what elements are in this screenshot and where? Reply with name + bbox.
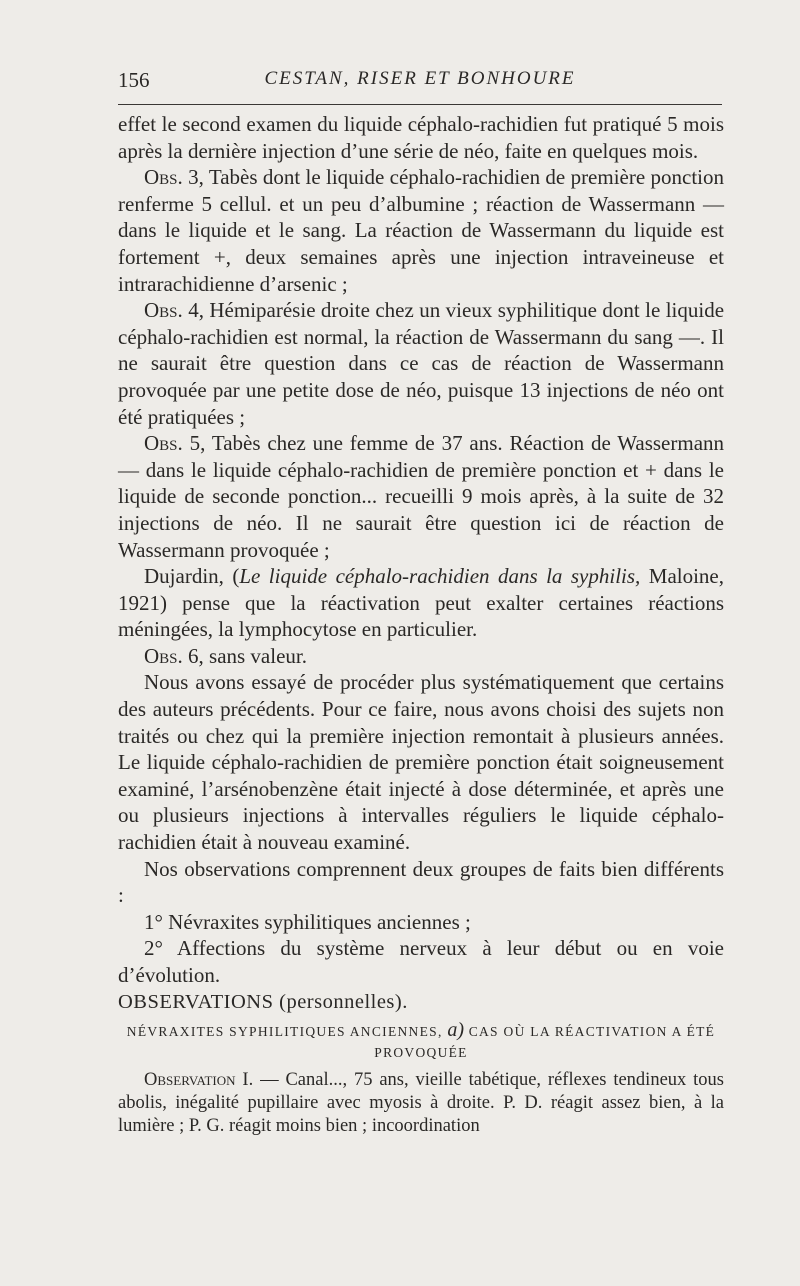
paragraph-obs-6 xyxy=(118,643,724,670)
page-number: 156 xyxy=(118,68,150,92)
citation-author: Dujardin, ( xyxy=(144,564,240,589)
observation-text: — Canal..., 75 ans, vieille tabétique, réflexes tendineux tous abolis, inégalité pupillaire avec myosis à droite. P. D. réagit assez bien, à la lumière ; P. G. réagit moins bien ; incoordination xyxy=(118,1070,724,1137)
subheading-part2: CAS OÙ LA RÉACTIVATION A ÉTÉ PROVOQUÉE xyxy=(374,1024,716,1061)
citation-title: Le liquide céphalo-rachidien dans la syphilis, xyxy=(239,564,641,589)
paragraph: Nos observations comprennent deux groupes de faits bien différents : xyxy=(118,856,724,908)
list-item: 1° Névraxites syphilitiques anciennes ; xyxy=(144,909,471,934)
paragraph-text: sans valeur. xyxy=(209,643,307,668)
obs-label: Obs. 4, xyxy=(144,298,204,323)
paragraph-text: Tabès dont le liquide céphalo-rachidien de première ponction renferme 5 cellul. et un peu d’albumine ; réaction de Wassermann — dans le liquide et le sang. La réaction de Wassermann du liquide est fortement +, deux semaines après une injection intraveineuse et intrarachidienne d’arsenic ; xyxy=(118,165,725,296)
paragraph-text: Hémiparésie droite chez un vieux syphilitique dont le liquide céphalo-rachidien est normal, la réaction de Wassermann du sang —. Il ne saurait être question dans ce cas de réaction de Wassermann provoquée par une petite dose de néo, puisque 13 injections de néo ont été pratiquées ; xyxy=(118,298,725,429)
subheading-part1: NÉVRAXITES SYPHILITIQUES ANCIENNES, xyxy=(126,1024,443,1040)
observation-label: Observation I. xyxy=(144,1070,254,1091)
obs-label: Obs. 3, xyxy=(144,165,204,190)
running-title: CESTAN, RISER ET BONHOURE xyxy=(264,68,576,89)
section-title: OBSERVATIONS (personnelles). xyxy=(118,990,408,1013)
page-header xyxy=(118,68,722,98)
paragraph-obs-3 xyxy=(118,164,724,297)
paragraph-obs-5 xyxy=(118,430,724,563)
list-item: 2° Affections du système nerveux à leur début ou en voie d’évolution. xyxy=(118,936,724,987)
citation-text: Maloine, 1921) pense que la réactivation peut exalter certaines réactions méningées, la lymphocytose en particulier. xyxy=(118,564,724,642)
observation-paragraph xyxy=(118,1069,724,1138)
paragraph: Nous avons essayé de procéder plus systématiquement que certains des auteurs précédents. Pour ce faire, nous avons choisi des sujets non traités ou chez qui la première injection remontait à plusieurs années. Le liquide céphalo-rachidien de première ponction était soigneusement examiné, l’arsénobenzène était injecté à dose déterminée, et après une ou plusieurs injections à intervalles réguliers le liquide céphalo-rachidien était à nouveau examiné. xyxy=(118,670,724,855)
header-rule xyxy=(118,104,722,105)
obs-label: Obs. 5, xyxy=(144,431,206,456)
paragraph-dujardin xyxy=(118,563,724,643)
body-text xyxy=(118,111,724,1138)
subheading xyxy=(118,1020,724,1063)
paragraph-text: Tabès chez une femme de 37 ans. Réaction de Wassermann — dans le liquide céphalo-rachidien de première ponction et + dans le liquide de seconde ponction... recueilli 9 mois après, à la suite de 32 injections de néo. Il ne saurait être question ici de réaction de Wassermann provoquée ; xyxy=(118,431,725,562)
subheading-letter: a) xyxy=(447,1019,464,1042)
paragraph-obs-4 xyxy=(118,297,724,430)
paragraph: effet le second examen du liquide céphalo-rachidien fut pratiqué 5 mois après la dernière injection d’une série de néo, faite en quelques mois. xyxy=(118,112,724,163)
obs-label: Obs. 6, xyxy=(144,643,204,668)
